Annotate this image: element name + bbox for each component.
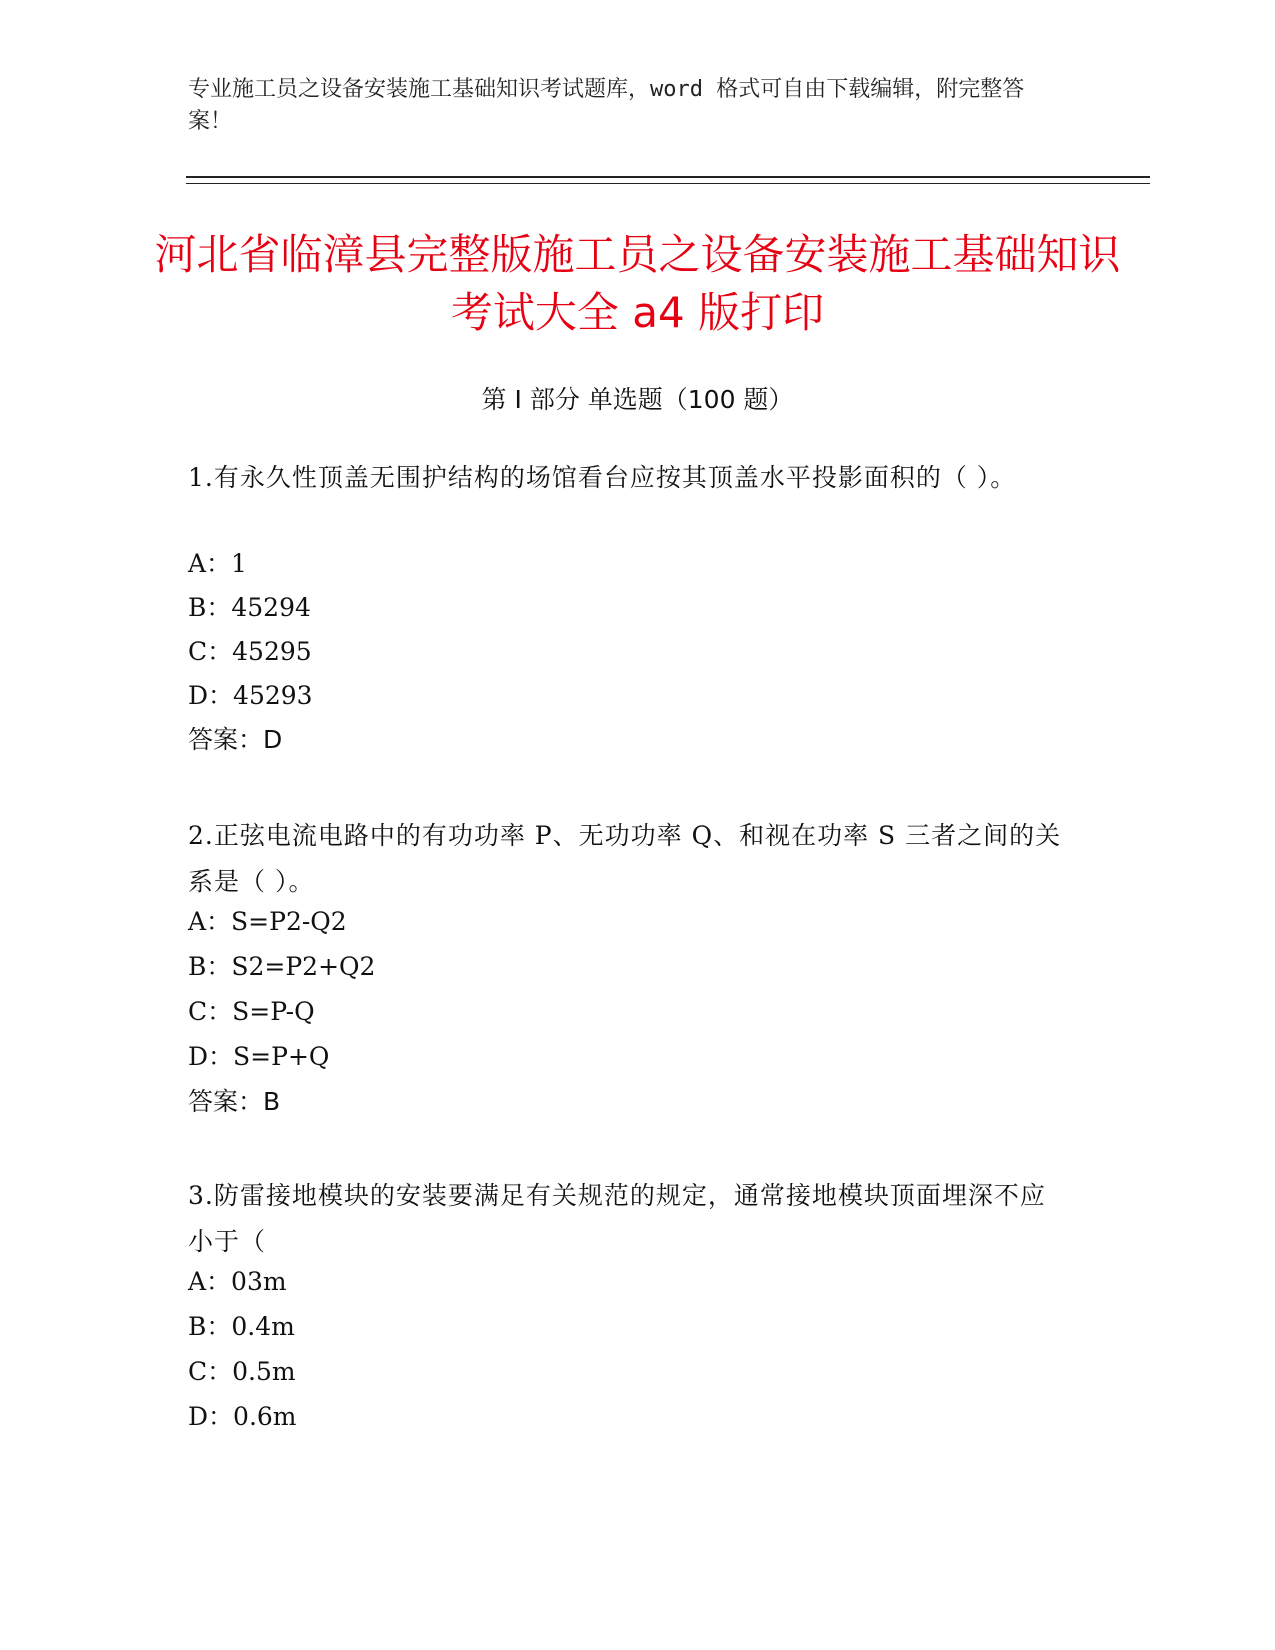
header-note: 专业施工员之设备安装施工基础知识考试题库，word 格式可自由下载编辑，附完整答案！ bbox=[188, 77, 1025, 134]
question-3-option-b: B：0.4m bbox=[188, 1312, 295, 1341]
question-2-option-b: B：S2=P2+Q2 bbox=[188, 952, 376, 981]
document-title: 河北省临漳县完整版施工员之设备安装施工基础知识考试大全 a4 版打印 bbox=[154, 230, 1121, 337]
question-3-text: 3.防雷接地模块的安装要满足有关规范的规定，通常接地模块顶面埋深不应小于（ bbox=[188, 1181, 1046, 1256]
question-2-option-c: C：S=P-Q bbox=[188, 997, 315, 1026]
question-2-text: 2.正弦电流电路中的有功功率 P、无功功率 Q、和视在功率 S 三者之间的关系是（ ）。 bbox=[188, 821, 1062, 896]
question-1-option-a: A：1 bbox=[188, 549, 247, 578]
question-1-option-c: C：45295 bbox=[188, 637, 312, 666]
question-2-option-d: D：S=P+Q bbox=[188, 1042, 330, 1071]
header-rule-thin bbox=[186, 183, 1150, 184]
header-rule-thick bbox=[186, 176, 1150, 178]
question-2-answer: 答案：B bbox=[188, 1087, 281, 1116]
question-3-option-c: C：0.5m bbox=[188, 1357, 296, 1386]
question-3-option-a: A：03m bbox=[188, 1267, 287, 1296]
section-heading: 第 I 部分 单选题（100 题） bbox=[481, 385, 794, 414]
question-1-answer: 答案：D bbox=[188, 725, 283, 754]
question-1-option-d: D：45293 bbox=[188, 681, 313, 710]
question-1-text: 1.有永久性顶盖无围护结构的场馆看台应按其顶盖水平投影面积的（ ）。 bbox=[188, 463, 1017, 492]
question-3-option-d: D：0.6m bbox=[188, 1402, 297, 1431]
question-1-option-b: B：45294 bbox=[188, 593, 311, 622]
question-2-option-a: A：S=P2-Q2 bbox=[188, 907, 347, 936]
